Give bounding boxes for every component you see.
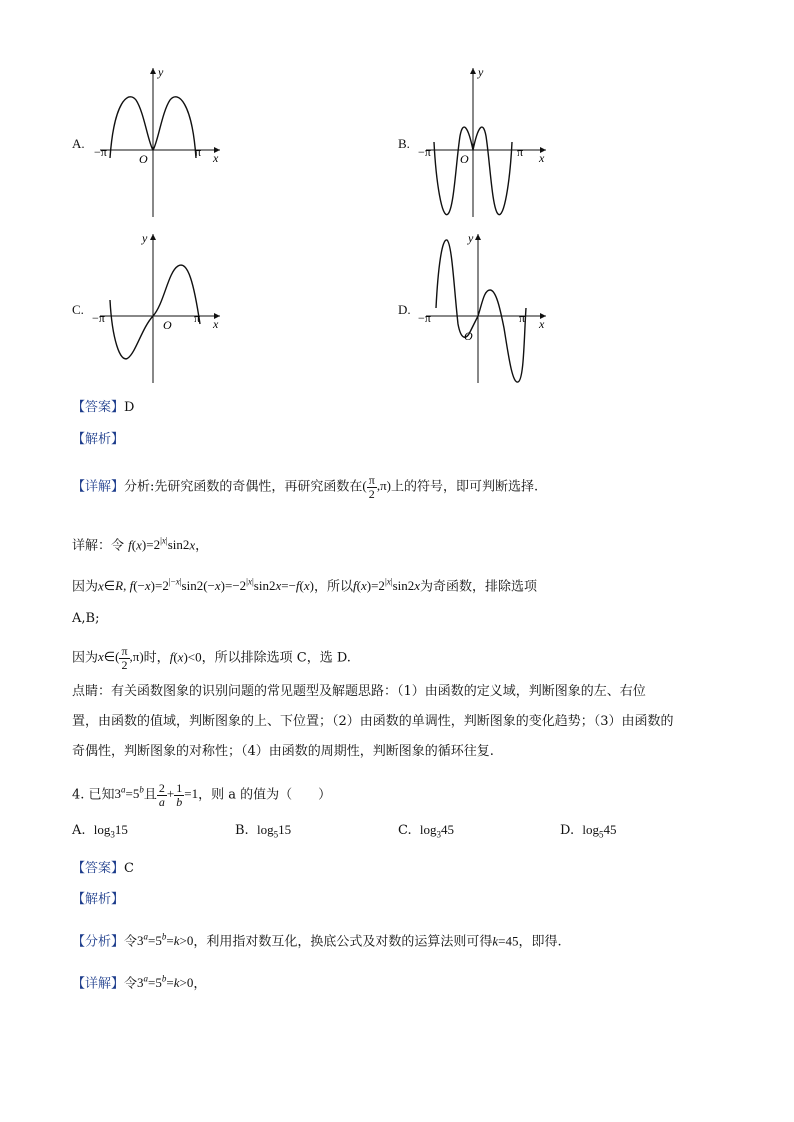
curve	[436, 240, 526, 382]
q4-stem-prefix: 4. 已知	[72, 787, 115, 803]
graph-option-a	[70, 62, 230, 226]
q4-detail-line: 【详解】令$3^a=5^b=k>0$，	[72, 974, 207, 992]
q3-line3-suffix: 为奇函数，排除选项	[420, 579, 538, 595]
q4-stem-suffix: ，则 a 的值为（ ）	[198, 787, 332, 803]
graph-option-c	[70, 228, 230, 392]
q3-tip1-text: 点睛：有关函数图象的识别问题的常见题型及解题思路：（1）由函数的定义域，判断图象的左、右位	[72, 684, 646, 699]
graph-d-plot	[396, 228, 556, 388]
x-label: x	[539, 151, 545, 165]
pi-over-2: $\frac{\pi}{2}$	[368, 473, 375, 501]
q4-option-b[interactable]: B. $\log_515$	[235, 822, 292, 840]
graph-c-plot	[70, 228, 230, 388]
q4-analysis-detail: 【分析】令$3^a=5^b=k>0$，利用指对数互化，换底公式及对数的运算法则可得k=45，即得.	[72, 932, 562, 950]
graph-b-plot	[396, 62, 556, 222]
y-label: y	[468, 231, 474, 245]
q3-line3-prefix: 因为	[72, 579, 99, 595]
q4-option-c[interactable]: C. $\log_345$	[398, 822, 455, 840]
q3-detail-line	[72, 474, 538, 501]
y-arrow	[150, 234, 156, 240]
q4-analysis-tag: 【解析】	[72, 892, 125, 907]
q3-line4-text: A,B;	[72, 611, 100, 626]
q4-answer-tag: 【答案】	[72, 861, 125, 876]
q3-answer-line	[72, 399, 134, 417]
origin-label: O	[464, 329, 473, 343]
y-label: y	[158, 65, 164, 79]
q3-analysis-tag: 【解析】	[72, 432, 125, 447]
x-label: x	[213, 317, 219, 331]
q4-option-d[interactable]: D. $\log_545$	[560, 822, 617, 840]
q4-option-a[interactable]: A. $\log_315$	[72, 822, 128, 840]
graph-option-b	[396, 62, 556, 226]
neg-pi-label: −π	[418, 145, 431, 159]
q3-line3: 因为x∈R, $f(-x)=2^{|-x|}\sin 2(-x)=-2^{|x|}\sin 2x=-f(x)$，所以$f(x)=2^{|x|}\sin 2x$为奇函数，排除选项	[72, 577, 538, 595]
pi-label: π	[195, 145, 202, 159]
q3-line2: 详解：令 $f(x)=2^{|x|}\sin 2x$，	[72, 536, 209, 554]
pi-label: π	[194, 311, 201, 325]
graph-a-plot	[70, 62, 230, 222]
option-d-label: D.	[398, 302, 411, 317]
y-arrow	[150, 68, 156, 74]
q3-line5-suffix: ，所以排除选项 C，选 D.	[201, 650, 351, 666]
curve	[110, 265, 200, 359]
pi-label: π	[519, 311, 526, 325]
y-arrow	[470, 68, 476, 74]
origin-label: O	[460, 152, 469, 166]
option-c-label: C.	[72, 302, 84, 317]
q3-detail-tag: 【详解】	[72, 479, 125, 495]
option-a-label: A.	[72, 136, 85, 151]
q4-stem: 4. 已知$3^a=5^b$且 $\frac{2}{a}$ + $\frac{1}{b}$ =1，则 a 的值为（ ）	[72, 780, 332, 809]
q4-analysis-label: 【分析】	[72, 934, 125, 950]
neg-pi-label: −π	[92, 311, 105, 325]
q3-line5: 因为x∈( $\frac{\pi}{2}$ ,π)时，f(x)<0，所以排除选项 C，选 D.	[72, 644, 351, 672]
q4-detail-tag: 【详解】	[72, 976, 125, 992]
q3-func-def: f	[128, 537, 132, 553]
option-b-label: B.	[398, 136, 410, 151]
q4-stem-mid: 且	[143, 787, 157, 803]
q3-tip2-text: 置，由函数的值域，判断图象的上、下位置；（2）由函数的单调性，判断图象的变化趋势；（3）由函数的	[72, 714, 674, 729]
q3-odd-proof: x	[98, 578, 104, 594]
q3-line2-prefix: 详解：令	[72, 538, 125, 554]
q3-tip3	[72, 743, 494, 761]
q3-answer: D	[124, 400, 135, 415]
q3-tip1	[72, 683, 646, 701]
y-arrow	[475, 234, 481, 240]
origin-label: O	[139, 152, 148, 166]
x-label: x	[213, 151, 219, 165]
q3-analysis-line	[72, 431, 124, 449]
q3-answer-tag: 【答案】	[72, 400, 125, 415]
neg-pi-label: −π	[418, 311, 431, 325]
y-label: y	[478, 65, 484, 79]
q3-line4	[72, 610, 99, 628]
graph-option-d	[396, 228, 556, 392]
q3-line3-mid: ，所以	[314, 579, 354, 595]
q3-tip3-text: 奇偶性，判断图象的对称性；（4）由函数的周期性，判断图象的循环往复.	[72, 744, 494, 759]
q4-answer: C	[124, 861, 134, 876]
q4-answer-line	[72, 860, 134, 878]
q3-detail-text2: 上的符号，即可判断选择.	[390, 479, 539, 495]
y-label: y	[142, 231, 148, 245]
origin-label: O	[163, 318, 172, 332]
pi-label: π	[517, 145, 524, 159]
x-label: x	[539, 317, 545, 331]
q3-detail-text1: 分析:先研究函数的奇偶性，再研究函数在	[124, 479, 363, 495]
neg-pi-label: −π	[94, 145, 107, 159]
q3-line5-mid: 时，	[143, 650, 170, 666]
q3-interval: ( $\frac{\pi}{2}$ ,π)	[362, 473, 391, 501]
q3-line5-prefix: 因为	[72, 650, 99, 666]
q3-tip2	[72, 713, 674, 731]
q4-analysis-line	[72, 891, 124, 909]
